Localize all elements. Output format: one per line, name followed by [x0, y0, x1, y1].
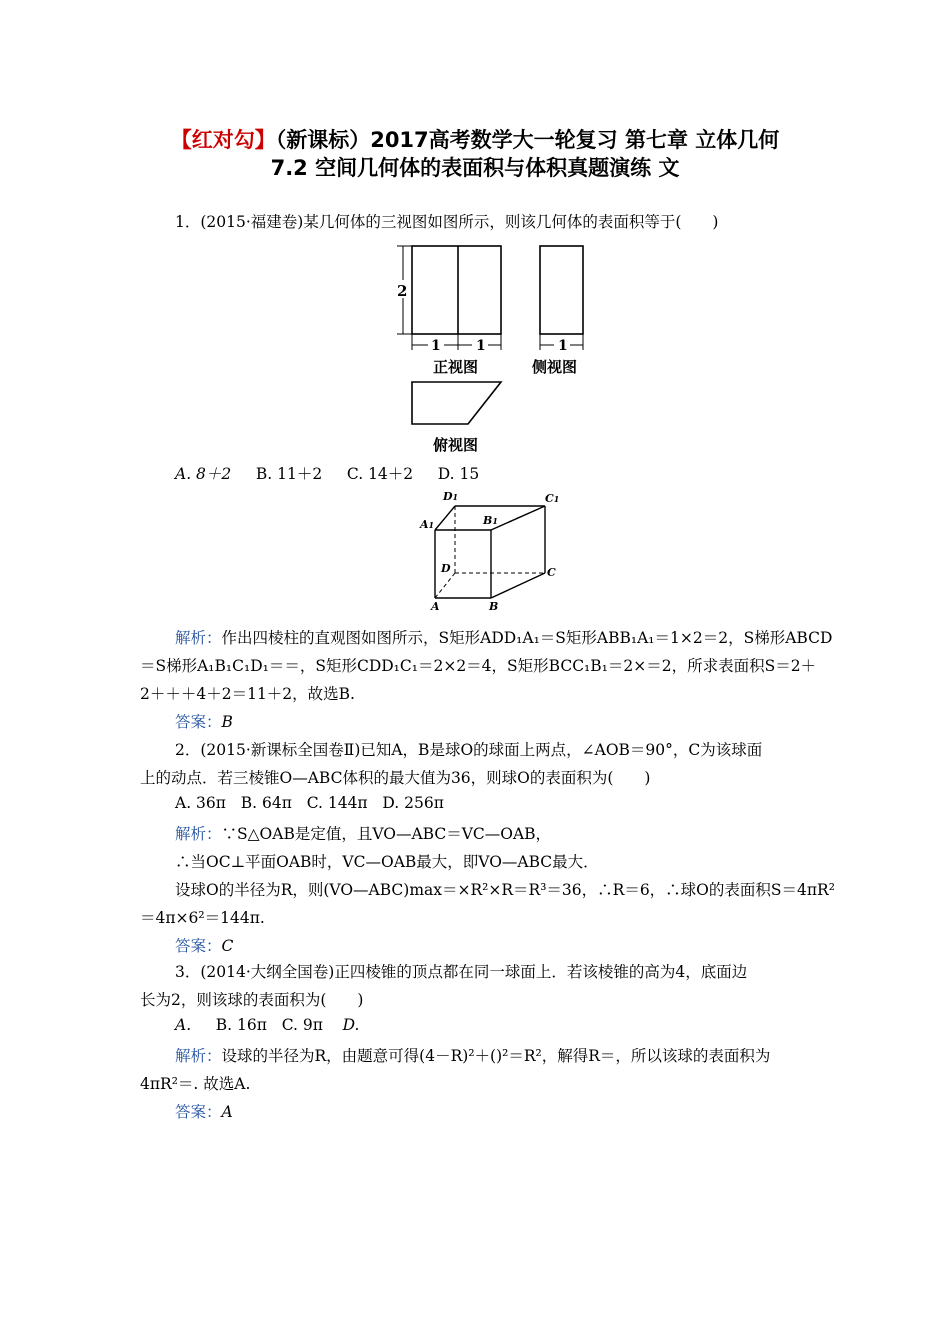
svg-text:D: D [441, 562, 451, 575]
q2-option-a: A. 36π [175, 794, 226, 812]
q1-three-views-figure [380, 238, 610, 456]
top-view-caption: 俯视图 [433, 436, 479, 454]
q2-answer-value: C [221, 937, 234, 955]
q2-answer [175, 934, 233, 956]
q1-answer-value: B [221, 713, 233, 731]
q2-solution-line3: 设球O的半径为R，则(VO—ABC)max＝×R²×R＝R³＝36，∴R＝6，∴球O的表面积S＝4πR² [175, 881, 835, 899]
q1-solution-label: 解析： [175, 629, 222, 647]
q3-answer-label: 答案： [175, 1103, 222, 1121]
q3-solution-label: 解析： [175, 1047, 222, 1065]
q2-option-b: B. 64π [240, 794, 292, 812]
svg-text:B1: B1 [483, 514, 498, 527]
q2-option-c: C. 144π [306, 794, 368, 812]
q3-stem-line1: 3．(2014·大纲全国卷)正四棱锥的顶点都在同一球面上．若该棱锥的高为4，底面边 [175, 963, 748, 981]
q1-options [175, 462, 479, 484]
width-label-2: 1 [476, 338, 486, 354]
height-label: 2 [397, 282, 408, 300]
q3-answer [175, 1100, 233, 1122]
q1-stem: 1．(2015·福建卷)某几何体的三视图如图所示，则该几何体的表面积等于( ) [175, 213, 719, 231]
q2-answer-label: 答案： [175, 937, 222, 955]
q2-solution-line2: ∴当OC⊥平面OAB时，VC—OAB最大，即VO—ABC最大． [175, 853, 599, 871]
q1-answer [175, 710, 233, 732]
side-view-rect [540, 246, 583, 334]
q2-option-d: D. 256π [382, 794, 444, 812]
q1-solution-line1: 解析：作出四棱柱的直观图如图所示，S矩形ADD₁A₁＝S矩形ABB₁A₁＝1×2＝2，S梯形ABCD [175, 629, 833, 647]
q1-solution-line3: 2＋＋＋4＋2＝11＋2，故选B. [140, 685, 355, 703]
q3-solution-line1: 解析：设球的半径为R，由题意可得(4－R)²＋()²＝R²，解得R＝，所以该球的表面积为 [175, 1047, 771, 1065]
q2-solution-label: 解析： [175, 825, 222, 843]
doc-title-line1 [0, 124, 950, 154]
title-rest: （新课标）2017高考数学大一轮复习 第七章 立体几何 [275, 128, 780, 152]
q3-option-a: A. [175, 1016, 192, 1034]
side-width-label: 1 [558, 338, 568, 354]
q3-option-d: D. [342, 1016, 360, 1034]
title-bracket: 【红对勾】 [170, 128, 276, 152]
q3-options [175, 1016, 359, 1034]
q3-solution-line2: 4πR²＝. 故选A. [140, 1075, 251, 1093]
q2-solution-line1: 解析：∵S△OAB是定值，且VO—ABC＝VC—OAB， [175, 825, 552, 843]
q1-answer-label: 答案： [175, 713, 222, 731]
q3-option-c: C. 9π [281, 1016, 323, 1034]
side-view-caption: 侧视图 [532, 358, 578, 376]
q2-options [175, 794, 444, 812]
width-label-1: 1 [431, 338, 441, 354]
q1-solution-line2: ＝S梯形A₁B₁C₁D₁＝＝，S矩形CDD₁C₁＝2×2＝4，S矩形BCC₁B₁＝2×＝2，所求表面积S＝2＋ [140, 657, 817, 675]
doc-title-line2: 7.2 空间几何体的表面积与体积真题演练 文 [270, 156, 680, 180]
q2-solution-line4: ＝4π×6²＝144π. [140, 909, 265, 927]
top-view-trapezoid [412, 382, 501, 424]
svg-text:D1: D1 [443, 490, 459, 503]
q3-option-b: B. 16π [215, 1016, 267, 1034]
q3-answer-value: A [221, 1103, 233, 1121]
svg-text:A1: A1 [420, 518, 435, 531]
q1-option-b: B. 11＋2 [255, 465, 323, 483]
q3-stem-line2: 长为2，则该球的表面积为( ) [140, 991, 364, 1009]
svg-text:C: C [547, 566, 556, 579]
q1-option-d: D. 15 [437, 465, 480, 483]
svg-text:A: A [431, 600, 440, 613]
svg-text:B: B [489, 600, 499, 613]
front-view-caption: 正视图 [433, 358, 479, 376]
q2-stem-line1: 2．(2015·新课标全国卷Ⅱ)已知A，B是球O的球面上两点，∠AOB＝90°，C为该球面 [175, 741, 763, 759]
svg-text:C1: C1 [545, 492, 560, 505]
front-view-rect [412, 246, 501, 334]
q1-prism-figure [415, 488, 575, 614]
q1-option-c: C. 14＋2 [346, 465, 414, 483]
q1-option-a: A. 8＋2 [175, 465, 232, 483]
q2-stem-line2: 上的动点．若三棱锥O—ABC体积的最大值为36，则球O的表面积为( ) [140, 769, 651, 787]
